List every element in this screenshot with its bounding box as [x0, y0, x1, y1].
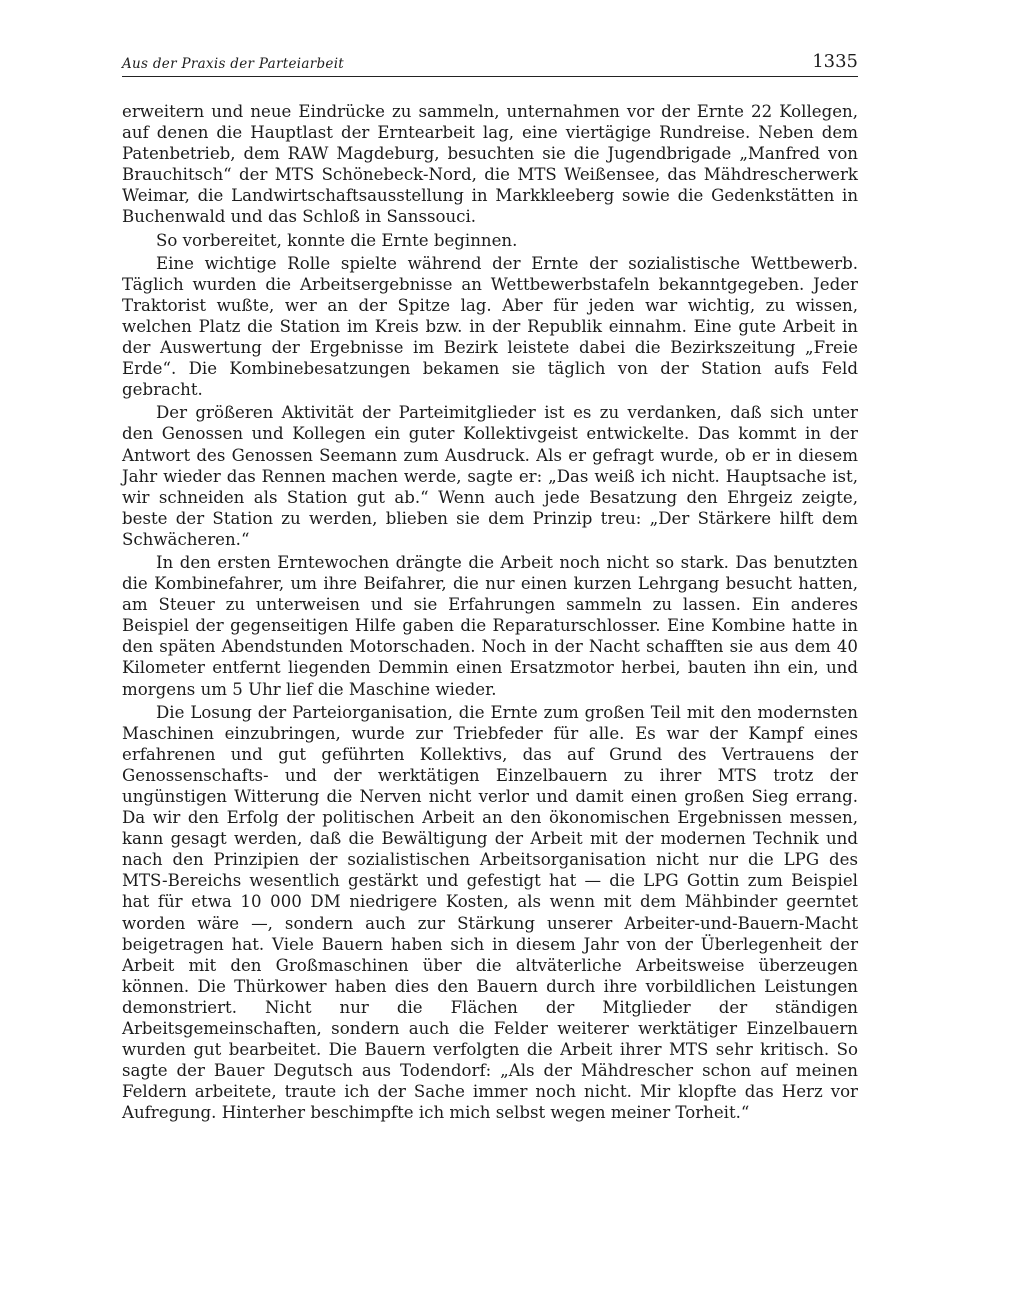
paragraph: Die Losung der Parteiorganisation, die Ernte zum großen Teil mit den modernsten Maschinen einzubringen, wurde zur Triebfeder für alle. Es war der Kampf eines erfahrenen und gut geführten Kollektivs, das auf Grund des Vertrauens der Genossenschafts- und der werktätigen Einzelbauern zu ihrer MTS trotz der ungünstigen Witterung die Nerven nicht verlor und damit einen großen Sieg errang. Da wir den Erfolg der politischen Arbeit an den ökonomischen Ergebnissen messen, kann gesagt werden, daß die Bewältigung der Arbeit mit der modernen Technik und nach den Prinzipien der sozialistischen Arbeitsorganisation nicht nur die LPG des MTS-Bereichs wesentlich gestärkt und gefestigt hat — die LPG Gottin zum Beispiel hat für etwa 10 000 DM niedrigere Kosten, als wenn mit dem Mähbinder geerntet worden wäre —, sondern auch zur Stärkung unserer Arbeiter-und-Bauern-Macht beigetragen hat. Viele Bauern haben sich in diesem Jahr von der Überlegenheit der Arbeit mit den Großmaschinen über die altväterliche Arbeitsweise überzeugen können. Die Thürkower haben dies den Bauern durch ihre vorbildlichen Leistungen demonstriert. Nicht nur die Flächen der Mitglieder der ständigen Arbeitsgemeinschaften, sondern auch die Felder weiterer werktätiger Einzelbauern wurden gut bearbeitet. Die Bauern verfolgten die Arbeit ihrer MTS sehr kritisch. So sagte der Bauer Degutsch aus Todendorf: „Als der Mähdrescher schon auf meinen Feldern arbeitete, traute ich der Sache immer noch nicht. Mir klopfte das Herz vor Aufregung. Hinterher beschimpfte ich mich selbst wegen meiner Torheit.“ [122, 702, 858, 1123]
paragraph: Eine wichtige Rolle spielte während der Ernte der sozialistische Wettbewerb. Täglich wurden die Arbeitsergebnisse an Wettbewerbstafeln bekanntgegeben. Jeder Traktorist wußte, wer an der Spitze lag. Aber für jeden war wichtig, zu wissen, welchen Platz die Station im Kreis bzw. in der Republik einnahm. Eine gute Arbeit in der Auswertung der Ergebnisse im Bezirk leistete dabei die Bezirkszeitung „Freie Erde“. Die Kombinebesatzungen bekamen sie täglich von der Station aufs Feld gebracht. [122, 253, 858, 400]
paragraph: So vorbereitet, konnte die Ernte beginnen. [156, 230, 518, 250]
paragraph-continuation: erweitern und neue Eindrücke zu sammeln, unternahmen vor der Ernte 22 Kollegen, auf denen die Hauptlast der Erntearbeit lag, eine viertägige Rundreise. Neben dem Patenbetrieb, dem RAW Magdeburg, besuchten sie die Jugendbrigade „Manfred von Brauchitsch“ der MTS Schönebeck-Nord, die MTS Weißensee, das Mähdrescherwerk Weimar, die Landwirtschaftsausstellung in Markkleeberg sowie die Gedenkstätten in Buchenwald und das Schloß in Sanssouci. [122, 102, 858, 227]
article-body [122, 101, 858, 1124]
document-page [122, 50, 858, 1126]
paragraph: Der größeren Aktivität der Parteimitglieder ist es zu verdanken, daß sich unter den Genossen und Kollegen ein guter Kollektivgeist entwickelte. Das kommt in der Antwort des Genossen Seemann zum Ausdruck. Als er gefragt wurde, ob er in diesem Jahr wieder das Rennen machen werde, sagte er: „Das weiß ich nicht. Hauptsache ist, wir schneiden als Station gut ab.“ Wenn auch jede Besatzung den Ehrgeiz zeigte, beste der Station zu werden, blieben sie dem Prinzip treu: „Der Stärkere hilft dem Schwächeren.“ [122, 403, 858, 549]
page-number: 1335 [812, 51, 858, 72]
running-title: Aus der Praxis der Parteiarbeit [122, 56, 345, 72]
running-header [122, 50, 858, 77]
paragraph: In den ersten Erntewochen drängte die Arbeit noch nicht so stark. Das benutzten die Kombinefahrer, um ihre Beifahrer, die nur einen kurzen Lehrgang besucht hatten, am Steuer zu unterweisen und sie Erfahrungen sammeln zu lassen. Ein anderes Beispiel der gegenseitigen Hilfe gaben die Reparaturschlosser. Eine Kombine hatte in den späten Abendstunden Motorschaden. Noch in der Nacht schafften sie aus dem 40 Kilometer entfernt liegenden Demmin einen Ersatzmotor herbei, bauten ihn ein, und morgens um 5 Uhr lief die Maschine wieder. [122, 552, 858, 699]
